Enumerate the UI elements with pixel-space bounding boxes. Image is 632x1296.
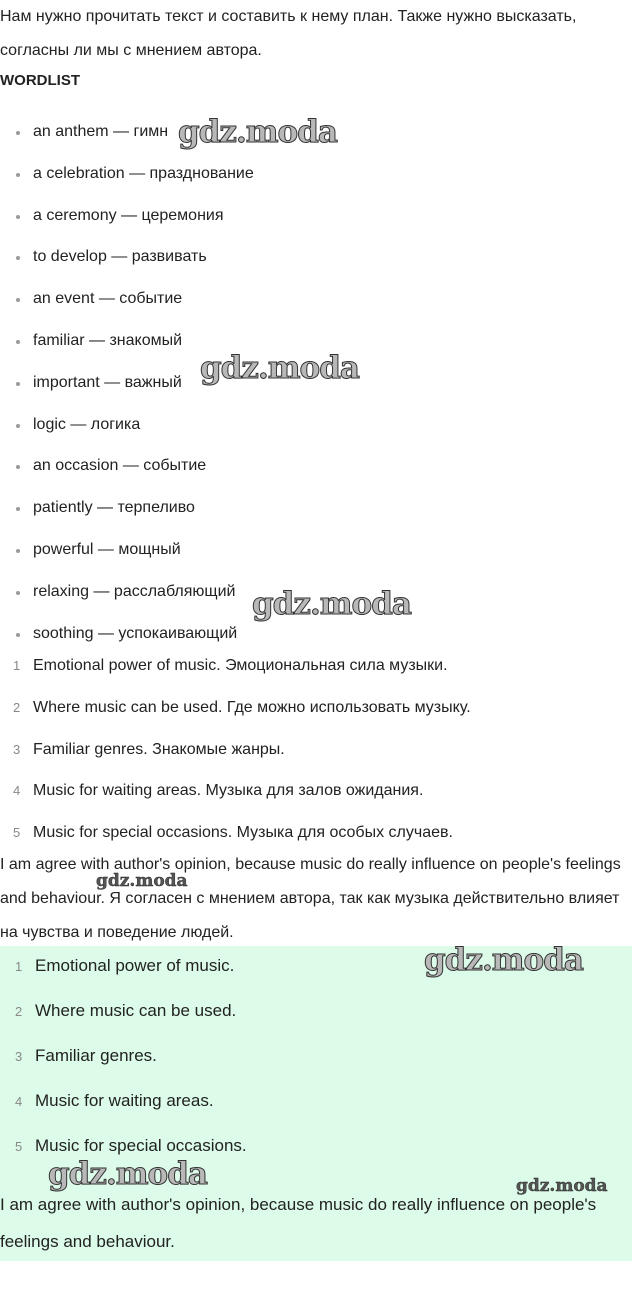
bullet-icon — [16, 591, 20, 595]
plan-list-translated — [0, 645, 632, 854]
plan-item-number: 5 — [13, 825, 21, 841]
bullet-icon — [16, 298, 20, 302]
watermark: gdz.moda — [252, 586, 411, 622]
wordlist-item-text: logic — логика — [33, 415, 141, 433]
bullet-icon — [16, 424, 20, 428]
plan-item-number: 2 — [15, 1004, 23, 1019]
wordlist-item-text: an event — событие — [33, 290, 183, 308]
bullet-icon — [16, 633, 20, 637]
plan-item-text: Familiar genres. Знакомые жанры. — [33, 740, 285, 758]
watermark: gdz.moda — [516, 1176, 608, 1196]
plan-item-text: Music for waiting areas. Музыка для залов ожидания. — [33, 782, 424, 800]
plan-item — [0, 1081, 632, 1126]
wordlist-item — [0, 236, 632, 278]
plan-item — [0, 729, 632, 771]
plan-item-number: 2 — [13, 699, 21, 715]
plan-item-number: 3 — [15, 1049, 23, 1064]
plan-item — [0, 770, 632, 812]
watermark: gdz.moda — [48, 1156, 207, 1192]
opinion-text-translated: I am agree with author's opinion, because music do really influence on people's feelings and behaviour. Я согласен с мнением автора, так как музыка действительно влияет на чувства и поведение людей. — [0, 856, 621, 941]
wordlist-item — [0, 445, 632, 487]
plan-item-text: Familiar genres. — [35, 1046, 157, 1065]
wordlist-item-text: familiar — знакомый — [33, 331, 183, 349]
wordlist-item — [0, 529, 632, 571]
wordlist-item-text: relaxing — расслабляющий — [33, 582, 236, 600]
plan-item-text: Music for special occasions. Музыка для особых случаев. — [33, 824, 453, 842]
wordlist-item — [0, 153, 632, 195]
watermark: gdz.moda — [200, 350, 359, 386]
wordlist-item-text: an occasion — событие — [33, 457, 207, 475]
bullet-icon — [16, 507, 20, 511]
bullet-icon — [16, 382, 20, 386]
plan-item-text: Where music can be used. — [35, 1001, 237, 1020]
plan-item-number: 3 — [13, 741, 21, 757]
wordlist-heading: WORDLIST — [0, 72, 80, 89]
plan-item-text: Where music can be used. Где можно использовать музыку. — [33, 698, 471, 716]
plan-item-number: 5 — [15, 1139, 23, 1154]
wordlist-item — [0, 404, 632, 446]
bullet-icon — [16, 465, 20, 469]
plan-item-number: 1 — [15, 959, 23, 974]
plan-item-number: 1 — [13, 658, 21, 673]
watermark: gdz.moda — [424, 942, 583, 978]
plan-item-text: Emotional power of music. — [35, 956, 235, 975]
answer-box — [0, 946, 632, 1261]
plan-item-text: Emotional power of music. Эмоциональная сила музыки. — [33, 657, 448, 674]
plan-item — [0, 1036, 632, 1081]
watermark: gdz.moda — [96, 871, 188, 891]
plan-item — [0, 687, 632, 729]
wordlist-item-text: patiently — терпеливо — [33, 499, 195, 517]
wordlist-item-text: a ceremony — церемония — [33, 206, 224, 224]
intro-text: Нам нужно прочитать текст и составить к нему план. Также нужно высказать, согласны ли мы с мнением автора. — [0, 8, 577, 59]
bullet-icon — [16, 256, 20, 260]
plan-item — [0, 991, 632, 1036]
bullet-icon — [16, 549, 20, 553]
wordlist-item-text: an anthem — гимн — [33, 123, 169, 140]
wordlist-item-text: soothing — успокаивающий — [33, 624, 238, 642]
wordlist-item-text: a celebration — празднование — [33, 164, 254, 182]
watermark: gdz.moda — [178, 114, 337, 150]
plan-item-text: Music for waiting areas. — [35, 1091, 214, 1110]
wordlist-item-text: to develop — развивать — [33, 248, 207, 266]
plan-item-number: 4 — [15, 1094, 23, 1109]
opinion-text-answer: I am agree with author's opinion, because music do really influence on people's feelings and behaviour. — [0, 1195, 597, 1251]
plan-item-number: 4 — [13, 783, 21, 799]
bullet-icon — [16, 173, 20, 177]
wordlist-item — [0, 278, 632, 320]
wordlist-item-text: important — важный — [33, 373, 182, 391]
bullet-icon — [16, 215, 20, 219]
wordlist-item — [0, 195, 632, 237]
plan-item — [0, 645, 632, 687]
plan-item-text: Music for special occasions. — [35, 1136, 247, 1155]
bullet-icon — [16, 340, 20, 344]
wordlist-item — [0, 487, 632, 529]
bullet-icon — [16, 131, 20, 135]
wordlist-item-text: powerful — мощный — [33, 540, 181, 558]
plan-list-answer — [0, 946, 632, 1171]
